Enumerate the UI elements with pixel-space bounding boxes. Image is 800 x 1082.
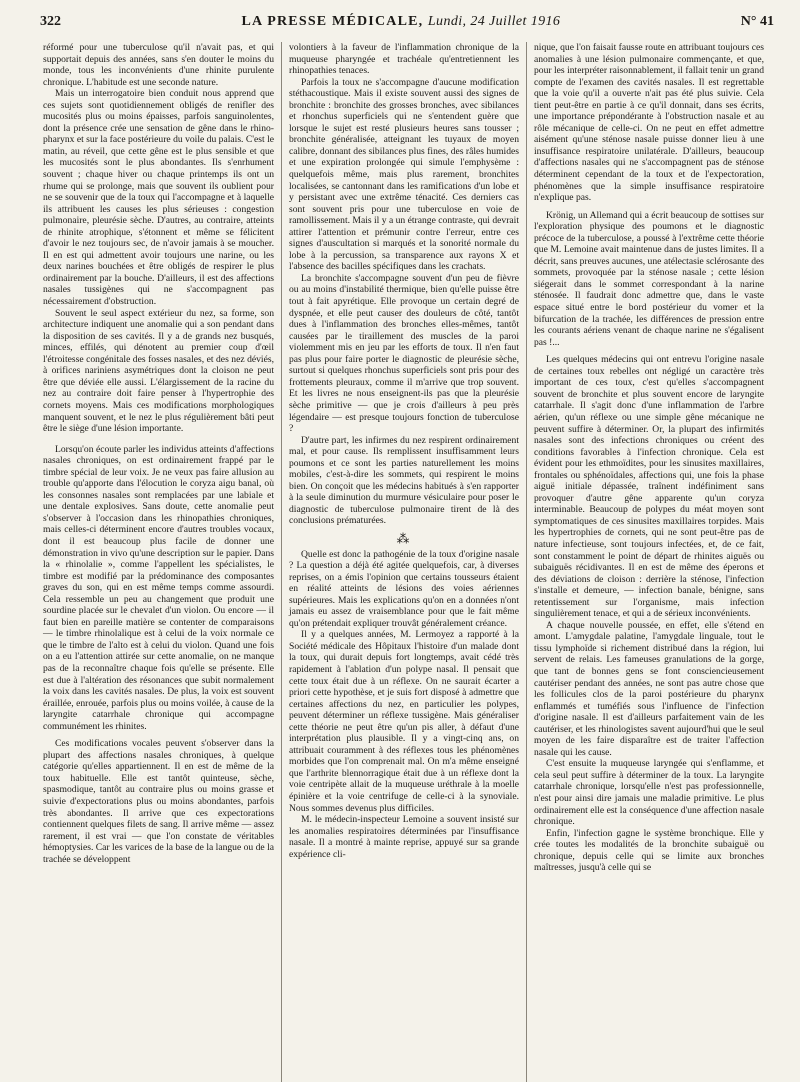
paragraph: M. le médecin-inspecteur Lemoine a souvent insisté sur les anomalies respiratoires déterminées par l'insuffisance nasale. Il a montré à mainte reprise, appuyé sur sa grande expérience cli- — [289, 814, 519, 860]
paragraph: Parfois la toux ne s'accompagne d'aucune modification stéthacoustique. Mais il existe souvent aussi des signes de bronchite : bronchite des grosses bronches, avec sibilances et rhonchus superficiels qui ne s'entendent guère que lorsque le sujet est resté plusieurs heures sans tousser ; bronchite généralisée, atteignant les tuyaux de moyen calibre, donnant des sibilances plus fines, des râles humides et une expiration prolongée qui simule l'emphysème : quelquefois même, mais plus rarement, bronchites localisées, se cantonnant dans les ramifications d'un lobe et y persistant avec une extrême ténacité. Ces derniers cas sont souvent pris pour une tuberculose en voie de ramollissement. Mais il y a un étrange contraste, qui devrait attirer l'attention et prémunir contre l'erreur, entre ces signes d'auscultation si marqués et la sonorité normale du lobe à la percussion, sa transparence aux rayons X et l'absence des bacilles spécifiques dans les crachats. — [289, 76, 519, 273]
paragraph: Krönig, un Allemand qui a écrit beaucoup de sottises sur l'exploration physique des poumons et le diagnostic précoce de la tuberculose, a poussé à l'extrême cette théorie que M. Lemoine avait maintenue dans de justes limites. Il a décrit, sans preuves aucunes, une atélectasie sclérosante des sommets, provoquée par la sténose nasale ; cette lésion siégerait dans le sommet correspondant à la narine sténosée. Il faudrait donc admettre que, dans le vaste espace situé entre le bord postérieur du vomer et la bifurcation de la trachée, les différences de pression entre les courants aériens venant de chaque narine ne s'égalisent pas !... — [534, 209, 764, 348]
issue-number: N° 41 — [740, 14, 774, 29]
article-columns — [36, 42, 778, 1082]
column-3 — [526, 42, 771, 1082]
page-number: 322 — [40, 14, 61, 29]
publication-masthead — [241, 14, 560, 30]
page-header — [36, 14, 778, 34]
paragraph: La bronchite s'accompagne souvent d'un peu de fièvre ou au moins d'instabilité thermique, bien qu'elle puisse être tout à fait apyrétique. Elle provoque un certain degré de dyspnée, et elle peut causer des douleurs de côté, tantôt dues à l'inflammation des bronches elles-mêmes, tantôt causées par le tiraillement des muscles de la paroi violemment mis en jeu par les efforts de toux. Il n'en faut pas plus pour faire porter le diagnostic de pleurésie sèche, surtout si quelques rhonchus superficiels sont pris pour des frottements pleuraux, comme il m'arrive que trop souvent. Et les livres ne nous enseignent-ils pas que la pleurésie sèche primitive — que je crois d'ailleurs à peu près légendaire — est presque toujours fonction de tuberculose ? — [289, 272, 519, 435]
paragraph: réformé pour une tuberculose qu'il n'avait pas, et qui supportait depuis des années, sans s'en douter le moins du monde, tous les inconvénients d'une rhinite purulente chronique. L'habitude est une seconde nature. — [43, 42, 274, 88]
issue-date: Lundi, 24 Juillet 1916 — [427, 14, 561, 29]
paragraph: Ces modifications vocales peuvent s'observer dans la plupart des affections nasales chroniques, à quelque catégorie qu'elles appartiennent. Il en est de même de la toux habituelle. Elle est tantôt quinteuse, sèche, spasmodique, tantôt au contraire plus ou moins grasse et suivie d'expectorations plus ou moins abondantes, parfois très abondantes. Il arrive que ces expectorations contiennent quelques filets de sang. Il arrive même — assez rarement, il est vrai — que l'on constate de véritables hémoptysies. Car les varices de la base de la langue ou de la trachée se développent — [43, 738, 274, 865]
paragraph: Quelle est donc la pathogénie de la toux d'origine nasale ? La question a déjà été agitée quelquefois, car, à diverses reprises, on a émis l'opinion que certains tousseurs étaient en réalité atteints de lésions des voies aériennes supérieures. Mais les explications qu'on en a données n'ont jamais eu assez de vraisemblance pour que le fait même qu'on prétendait expliquer trouvât généralement créance. — [289, 548, 519, 629]
paragraph: D'autre part, les infirmes du nez respirent ordinairement mal, et pour cause. Ils remplissent insuffisamment leurs poumons et ce sont les parties naturellement les moins mobiles, c'est-à-dire les sommets, qui respirent le moins bien. On conçoit que les médecins habitués à s'en rapporter à la seule diminution du murmure vésiculaire pour poser le diagnostic de tuberculose pulmonaire tirent de là des conclusions prématurées. — [289, 434, 519, 527]
section-separator: ⁂ — [396, 530, 412, 546]
paragraph: volontiers à la faveur de l'inflammation chronique de la muqueuse pharyngée et trachéale qu'entretiennent les rhinopathies tenaces. — [289, 42, 519, 77]
paragraph: A chaque nouvelle poussée, en effet, elle s'étend en amont. L'amygdale palatine, l'amygdale linguale, tout le tissu lymphoïde si richement distribué dans la région, lui servent de relais. Les fameuses granulations de la gorge, que tant de bonnes gens se font consciencieusement cautériser pendant des années, ne sont pas autre chose que les follicules clos de la paroi postérieure du pharynx enflammés et tuméfiés sous l'influence de l'infection d'origine nasale. Il est d'ailleurs parfaitement vain de les cautériser, et les rhinologistes savent aujourd'hui que le seul moyen de les faire disparaître est de traiter l'affection nasale qui les cause. — [534, 619, 764, 758]
paragraph: Lorsqu'on écoute parler les individus atteints d'affections nasales chroniques, on est ordinairement frappé par le timbre spécial de leur voix. Je ne veux pas faire allusion au trouble qu'apporte dans l'élocution le coryza aigu banal, où les consonnes nasales sont remplacées par une labiale et une dentale explosives. Sans doute, cette anomalie peut s'observer à l'occasion dans les rhinopathies chroniques, mais celles-ci déterminent encore d'autres troubles vocaux, dont il est beaucoup plus facile de donner une démonstration in vivo qu'une description sur le papier. Dans la « rhinolalie », comme l'appellent les spécialistes, le timbre est modifié par la prédominance des composantes graves du son, qui en est même temps comme assourdi. Cela ressemble un peu au changement que produit une sourdine placée sur le chevalet d'un violon. Ou encore — il faut bien en pareille matière se contenter de comparaisons — le timbre rhinolalique est à celui de la voix normale ce que le timbre de l'alto est à celui du violon. Quand une fois on a eu l'attention attirée sur cette anomalie, on ne manque pas de la reconnaître chaque fois qu'elle se présente. Elle est due à l'altération des résonances que subit normalement la voix dans les cavités nasales. De plus, la voix est souvent éraillée, enrouée, parfois plus ou moins voilée, à cause de la laryngite catarrhale chronique qui accompagne communément les rhinites. — [43, 443, 274, 732]
paragraph: Il y a quelques années, M. Lermoyez a rapporté à la Société médicale des Hôpitaux l'histoire d'un malade dont la toux, qui durait depuis fort longtemps, avait cédé très rapidement à l'ablation d'un polype nasal. Il pensait que cette toux était due à un réflexe. On ne saurait écarter a priori cette hypothèse, et je suis fort disposé à admettre que certaines affections du nez, en particulier les polypes, peuvent déterminer un réflexe tussigène. Mais généraliser cette théorie ne peut être qu'un pis aller, à défaut d'une interprétation plus plausible. Il y a vingt-cinq ans, on attribuait couramment à des réflexes tous les phénomènes morbides que l'on comprenait mal. On m'a même enseigné que l'arthrite blennorragique était due à un réflexe dont la voie centripète allait de la muqueuse uréthrale à la moelle épinière et la voie centrifuge de celle-ci à la synoviale. Nous sommes devenus plus difficiles. — [289, 629, 519, 814]
paragraph: Mais un interrogatoire bien conduit nous apprend que ces sujets sont quotidiennement obligés de renifler des mucosités plus ou moins épaisses, parfois sanguinolentes, dont la présence crée une sensation de gêne dans le rhino-pharynx et sur la face postérieure du voile du palais. C'est le matin, au réveil, que cette gêne est le plus sensible et que les mucosités sont le plus abondantes. Ils s'enrhument souvent ; chaque hiver ou chaque printemps ils ont un rhume qui se prolonge, mais que souvent ils oublient pour ne se souvenir que de la toux qui l'accompagne et à laquelle ils attribuent les causes les plus sérieuses : congestion pulmonaire, pleurésie sèche. D'autres, au contraire, atteints de rhinite atrophique, s'étonnent et même se félicitent d'avoir le nez toujours sec, de n'avoir jamais à se moucher. Il en est qui admettent avoir toujours une narine, ou les deux narines bouchées et être obligés de respirer le plus ordinairement par la bouche. D'ailleurs, il est des affections nasales tussigènes qui ne s'accompagnent pas nécessairement d'obstruction. — [43, 88, 274, 308]
paragraph: C'est ensuite la muqueuse laryngée qui s'enflamme, et cela seul peut suffire à déterminer de la toux. La laryngite catarrhale chronique, lorsqu'elle n'est pas professionnelle, n'est pour ainsi dire jamais une maladie primitive. Le plus ordinairement elle est la conséquence d'une affection nasale chronique. — [534, 758, 764, 828]
column-1 — [36, 42, 281, 1082]
paragraph: Enfin, l'infection gagne le système bronchique. Elle y crée toutes les modalités de la bronchite subaiguë ou chronique, depuis celle qui se limite aux bronches maîtresses, jusqu'à celle qui se — [534, 827, 764, 874]
paragraph: nique, que l'on faisait fausse route en attribuant toujours ces anomalies à une lésion pulmonaire commençante, et que, pour les interpréter raisonnablement, il fallait tenir un grand compte de l'examen des cavités nasales. Il est regrettable que la voie qu'il a ouverte n'ait pas été plus suivie. Cela tient peut-être en partie à ce qu'il donnait, dans ses écrits, une importance prépondérante à l'obstruction nasale et au rôle mécanique de celle-ci. On ne peut en effet admettre aisément qu'une sténose nasale puisse donner lieu à une insuffisance respiratoire unilatérale. D'ailleurs, beaucoup d'affections nasales qui ne s'accompagnent pas de sténose déterminent cependant de la toux et de l'expectoration, phénomènes que la simple insuffisance respiratoire n'explique pas. — [534, 42, 764, 204]
paragraph: Les quelques médecins qui ont entrevu l'origine nasale de certaines toux rebelles ont négligé un caractère très important de ces toux, c'est qu'elles s'accompagnent souvent de bronchite et plus souvent encore de laryngite catarrhale. Il s'agit donc d'une inflammation de l'arbre aérien, qu'un réflexe ou une simple gêne mécanique ne peuvent suffire à déterminer. Or, la plupart des infirmités nasales sont des infections chroniques ou créent des conditions favorables à l'infection chronique. Cela est évident pour les ethmoïdites, pour les sinusites maxillaires, frontales ou sphénoïdales, affections qui, une fois la phase aiguë initiale dépassée, traînent indéfiniment sans provoquer d'autre gêne apparente qu'un coryza interminable. Beaucoup de polypes du méat moyen sont symptomatiques de ces sinusites maxillaires torpides. Mais les hypertrophies de cornets, qui ne sont peut-être pas de nature infectieuse, sont toujours infectées, et, de ce fait, sont constamment le point de départ de rhinites aiguës ou subaiguës récidivantes. Il en est de même des éperons et des déviations de cloison : derrière la sténose, l'infection s'installe et demeure, — infection banale, bénigne, sans retentissement sur l'organisme, mais infection singulièrement tenace, et qui a de sérieux inconvénients. — [534, 354, 764, 620]
publication-name: LA PRESSE MÉDICALE, — [241, 14, 424, 29]
column-2 — [281, 42, 526, 1082]
paragraph: Souvent le seul aspect extérieur du nez, sa forme, son architecture indiquent une anomalie qui a son pendant dans la disposition de ses cavités. Il y a de grands nez busqués, minces, effilés, qui dénotent au premier coup d'œil l'étroitesse congénitale des fosses nasales, et des nez déviés, à orifices nariniens asymétriques dont la cloison ne peut être que déviée elle aussi. L'élargissement de la racine du nez au contraire doit faire penser à l'hypertrophie des cornets moyens. Mais ces modifications morphologiques manquent souvent, et le nez le plus régulièrement bâti peut être le siège d'une lésion importante. — [43, 307, 274, 435]
